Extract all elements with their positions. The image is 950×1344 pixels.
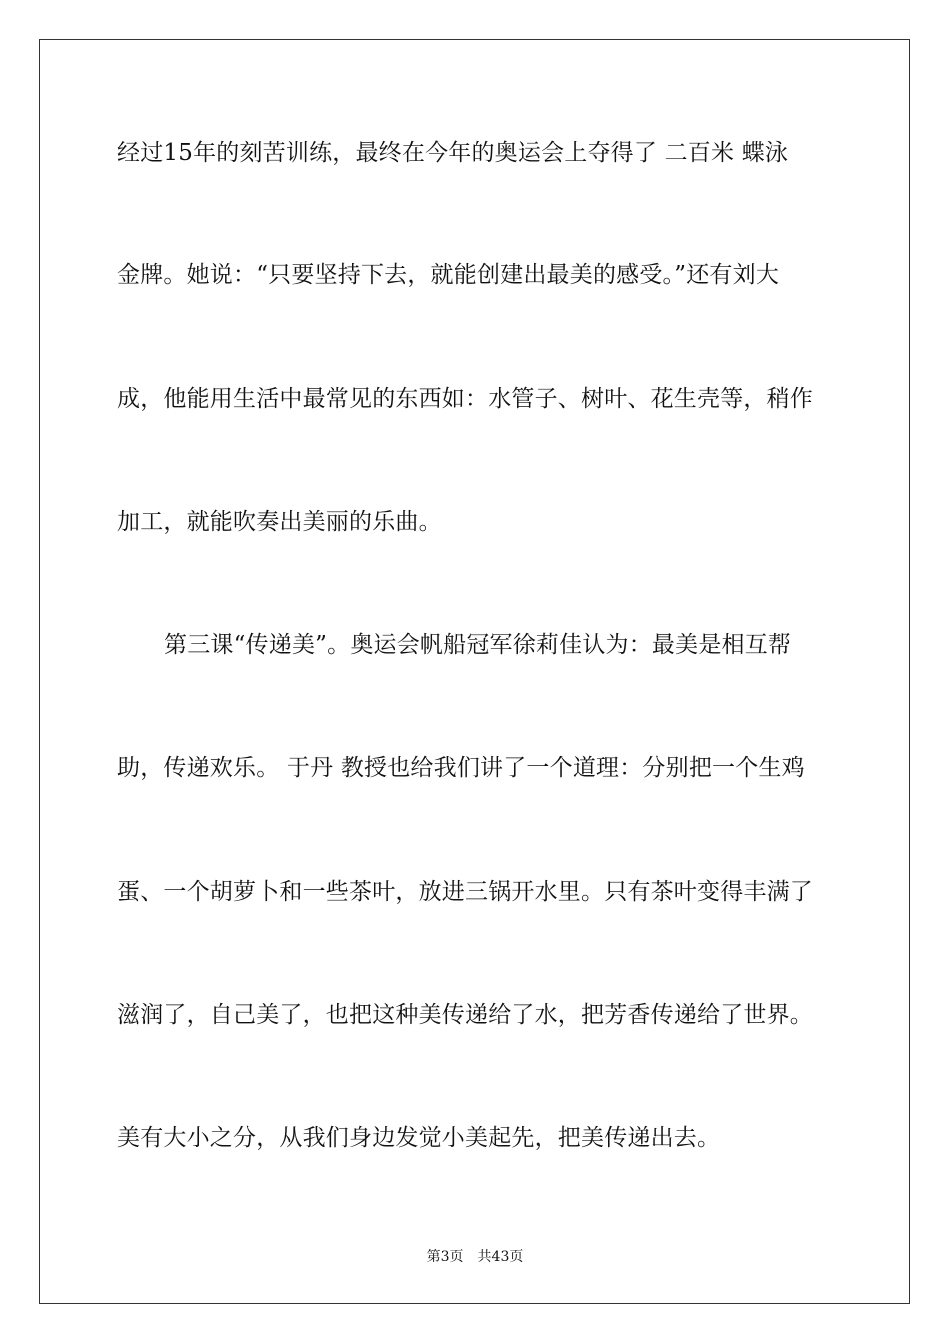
body-text-line-7: 蛋、一个胡萝卜和一些茶叶，放进三锅开水里。只有茶叶变得丰满了 <box>117 879 813 905</box>
body-text-line-9: 美有大小之分，从我们身边发觉小美起先，把美传递出去。 <box>117 1125 721 1151</box>
body-text-line-8: 滋润了，自己美了，也把这种美传递给了水，把芳香传递给了世界。 <box>117 1002 813 1028</box>
body-text-line-4: 加工，就能吹奏出美丽的乐曲。 <box>117 509 442 535</box>
page-footer <box>0 1248 950 1266</box>
body-text-line-2: 金牌。她说：“只要坚持下去，就能创建出最美的感受。”还有刘大 <box>117 262 780 288</box>
body-text-line-3: 成，他能用生活中最常见的东西如：水管子、树叶、花生壳等，稍作 <box>117 386 813 412</box>
page-border <box>39 39 910 1304</box>
body-text-line-5: 第三课“传递美”。奥运会帆船冠军徐莉佳认为：最美是相互帮 <box>164 632 792 658</box>
total-pages: 共43页 <box>477 1249 524 1265</box>
body-text-line-6: 助，传递欢乐。 于丹 教授也给我们讲了一个道理：分别把一个生鸡 <box>117 755 805 781</box>
page-number: 第3页 <box>426 1249 464 1265</box>
body-text-line-1: 经过15年的刻苦训练，最终在今年的奥运会上夺得了 二百米 蝶泳 <box>117 140 789 166</box>
